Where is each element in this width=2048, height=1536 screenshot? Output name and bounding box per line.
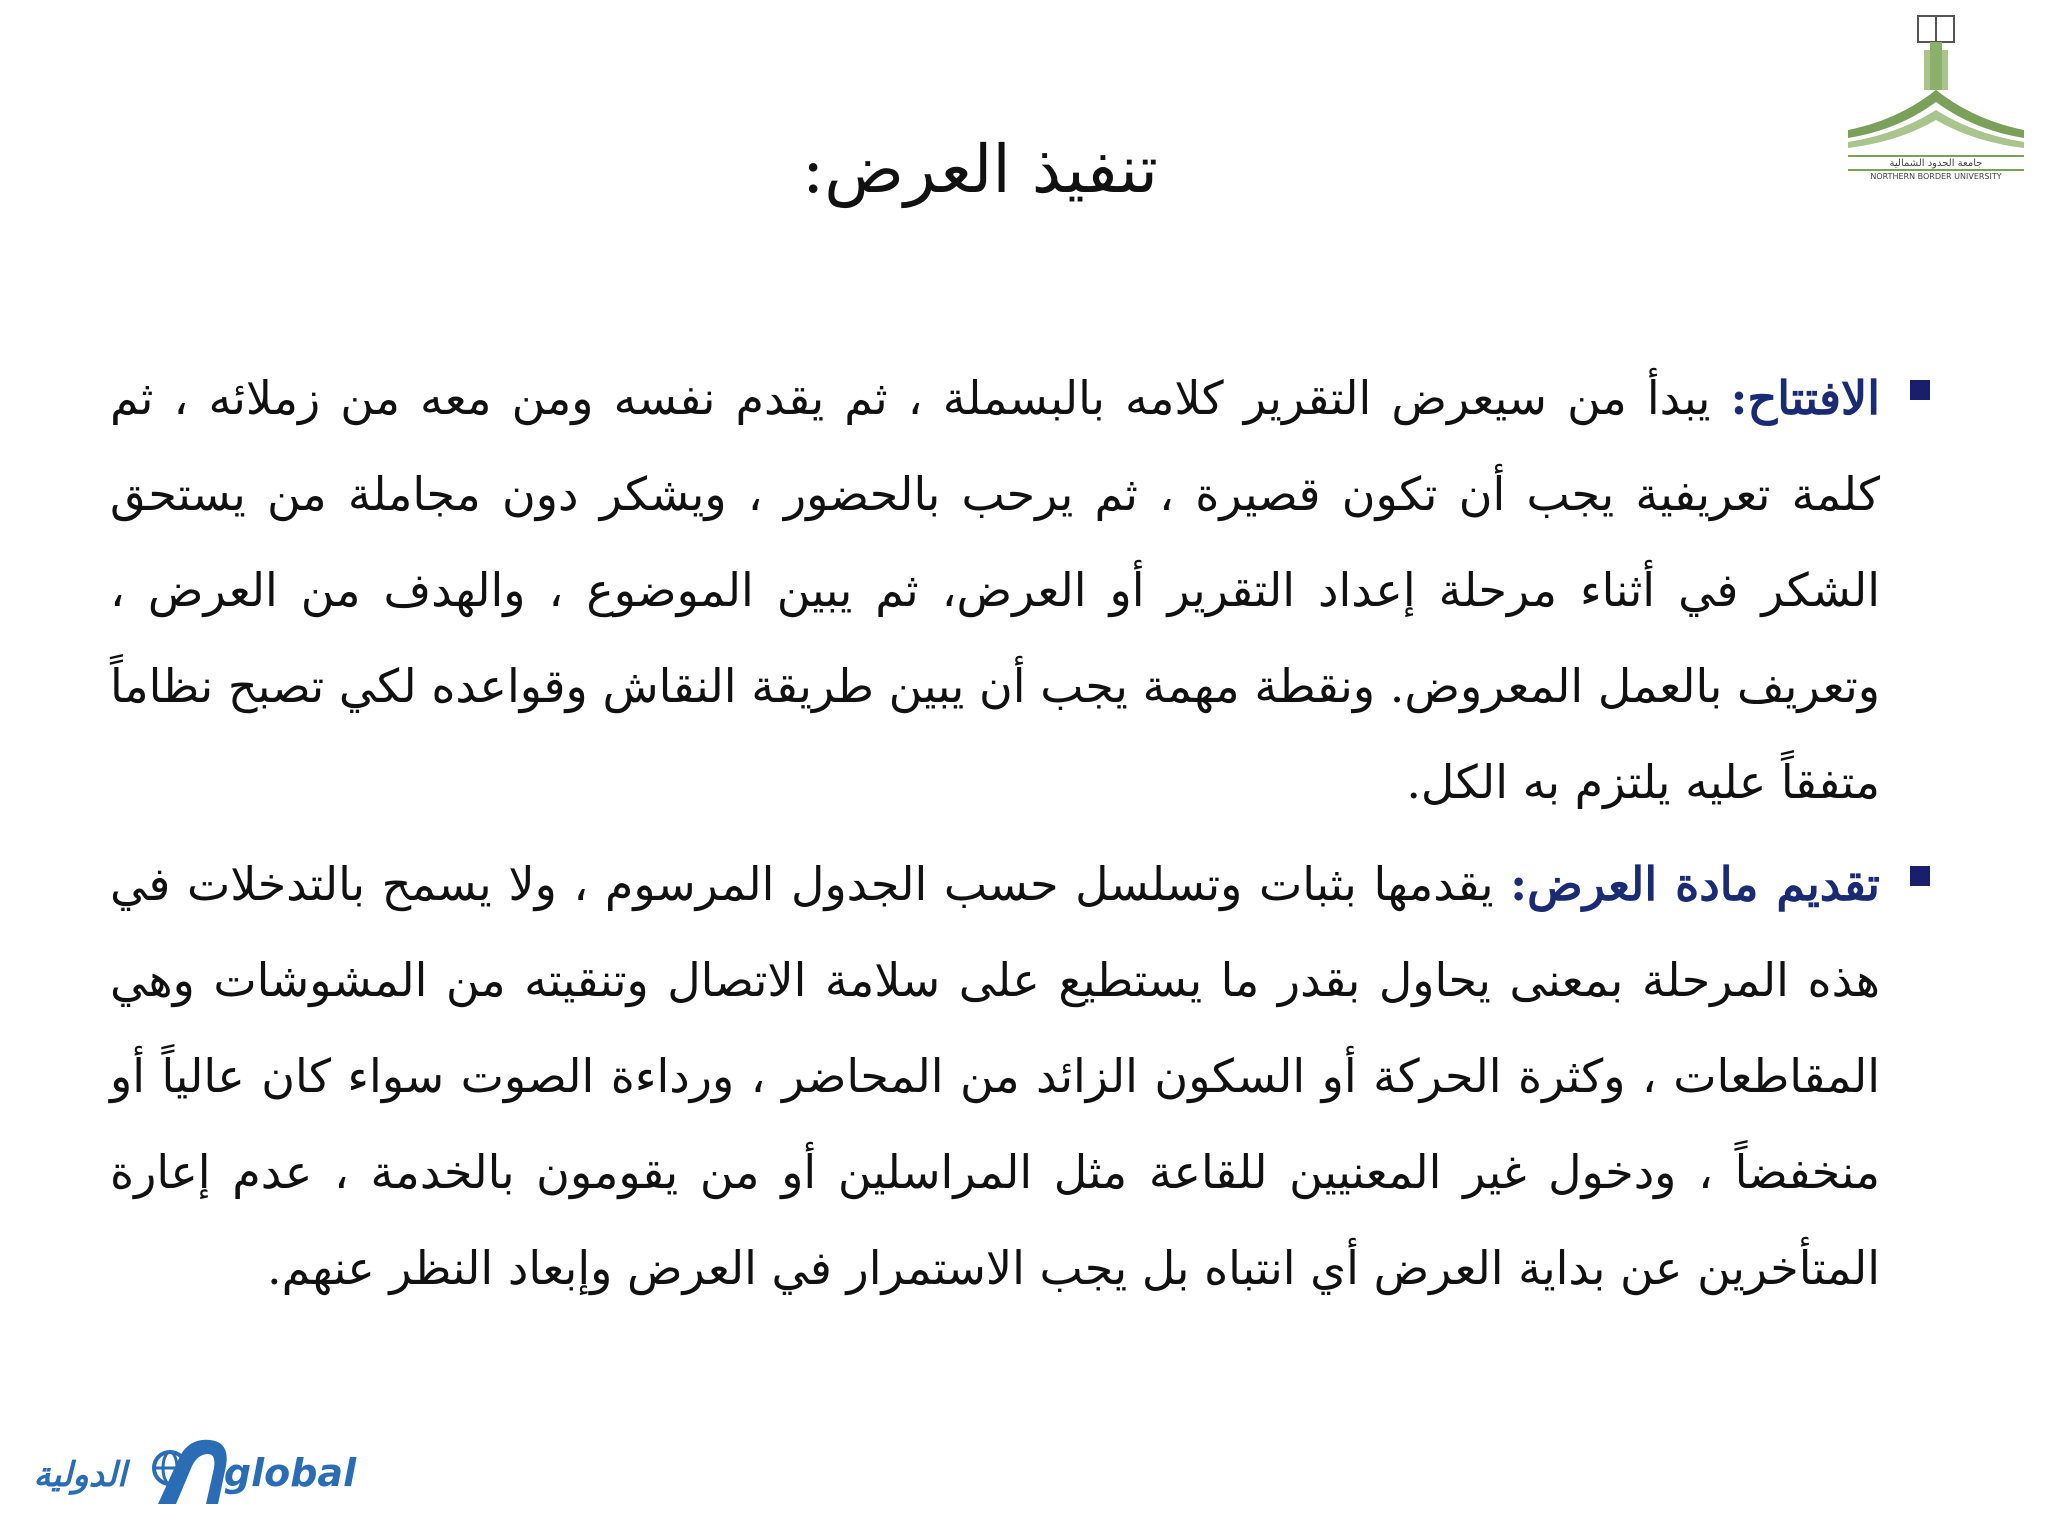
svg-text:NORTHERN BORDER UNIVERSITY: NORTHERN BORDER UNIVERSITY	[1870, 172, 2002, 180]
bullet-text: يبدأ من سيعرض التقرير كلامه بالبسملة ، ثم يقدم نفسه ومن معه من زملائه ، ثم كلمة تعريفية يجب أن تكون قصيرة ، ثم يرحب بالحضور ، ويشكر دون مجاملة من يستحق الشكر في أثناء مرحلة إعداد التقرير أو العرض، ثم يبين الموضوع ، والهدف من العرض ، وتعريف بالعمل المعروض. ونقطة مهمة يجب أن يبين طريقة النقاش وقواعده لكي تصبح نظاماً متفقاً عليه يلتزم به الكل.	[110, 371, 1881, 809]
global-logo	[20, 1416, 360, 1516]
slide-title: تنفيذ العرض:	[802, 131, 1158, 208]
svg-text:الدولية: الدولية	[33, 1455, 127, 1495]
bullet-term: الافتتاح:	[1730, 371, 1880, 425]
svg-text:جامعة الحدود الشمالية: جامعة الحدود الشمالية	[1889, 158, 1983, 169]
bullet-item	[110, 836, 1880, 1316]
bullet-text: يقدمها بثبات وتسلسل حسب الجدول المرسوم ، ولا يسمح بالتدخلات في هذه المرحلة بمعنى يحاول بقدر ما يستطيع على سلامة الاتصال وتنقيته من المشوشات وهي المقاطعات ، وكثرة الحركة أو السكون الزائد من المحاضر ، ورداءة الصوت سواء كان عالياً أو منخفضاً ، ودخول غير المعنيين للقاعة مثل المراسلين أو من يقومون بالخدمة ، عدم إعارة المتأخرين عن بداية العرض أي انتباه بل يجب الاستمرار في العرض وإبعاد النظر عنهم.	[110, 857, 1880, 1295]
bullet-item	[110, 350, 1880, 830]
bullet-square-icon	[1910, 866, 1930, 886]
bullet-term: تقديم مادة العرض:	[1510, 857, 1880, 911]
svg-text:global: global	[223, 1451, 357, 1495]
bullet-square-icon	[1910, 380, 1930, 400]
slide-content	[110, 350, 1880, 1316]
university-logo-icon	[1838, 10, 2028, 180]
